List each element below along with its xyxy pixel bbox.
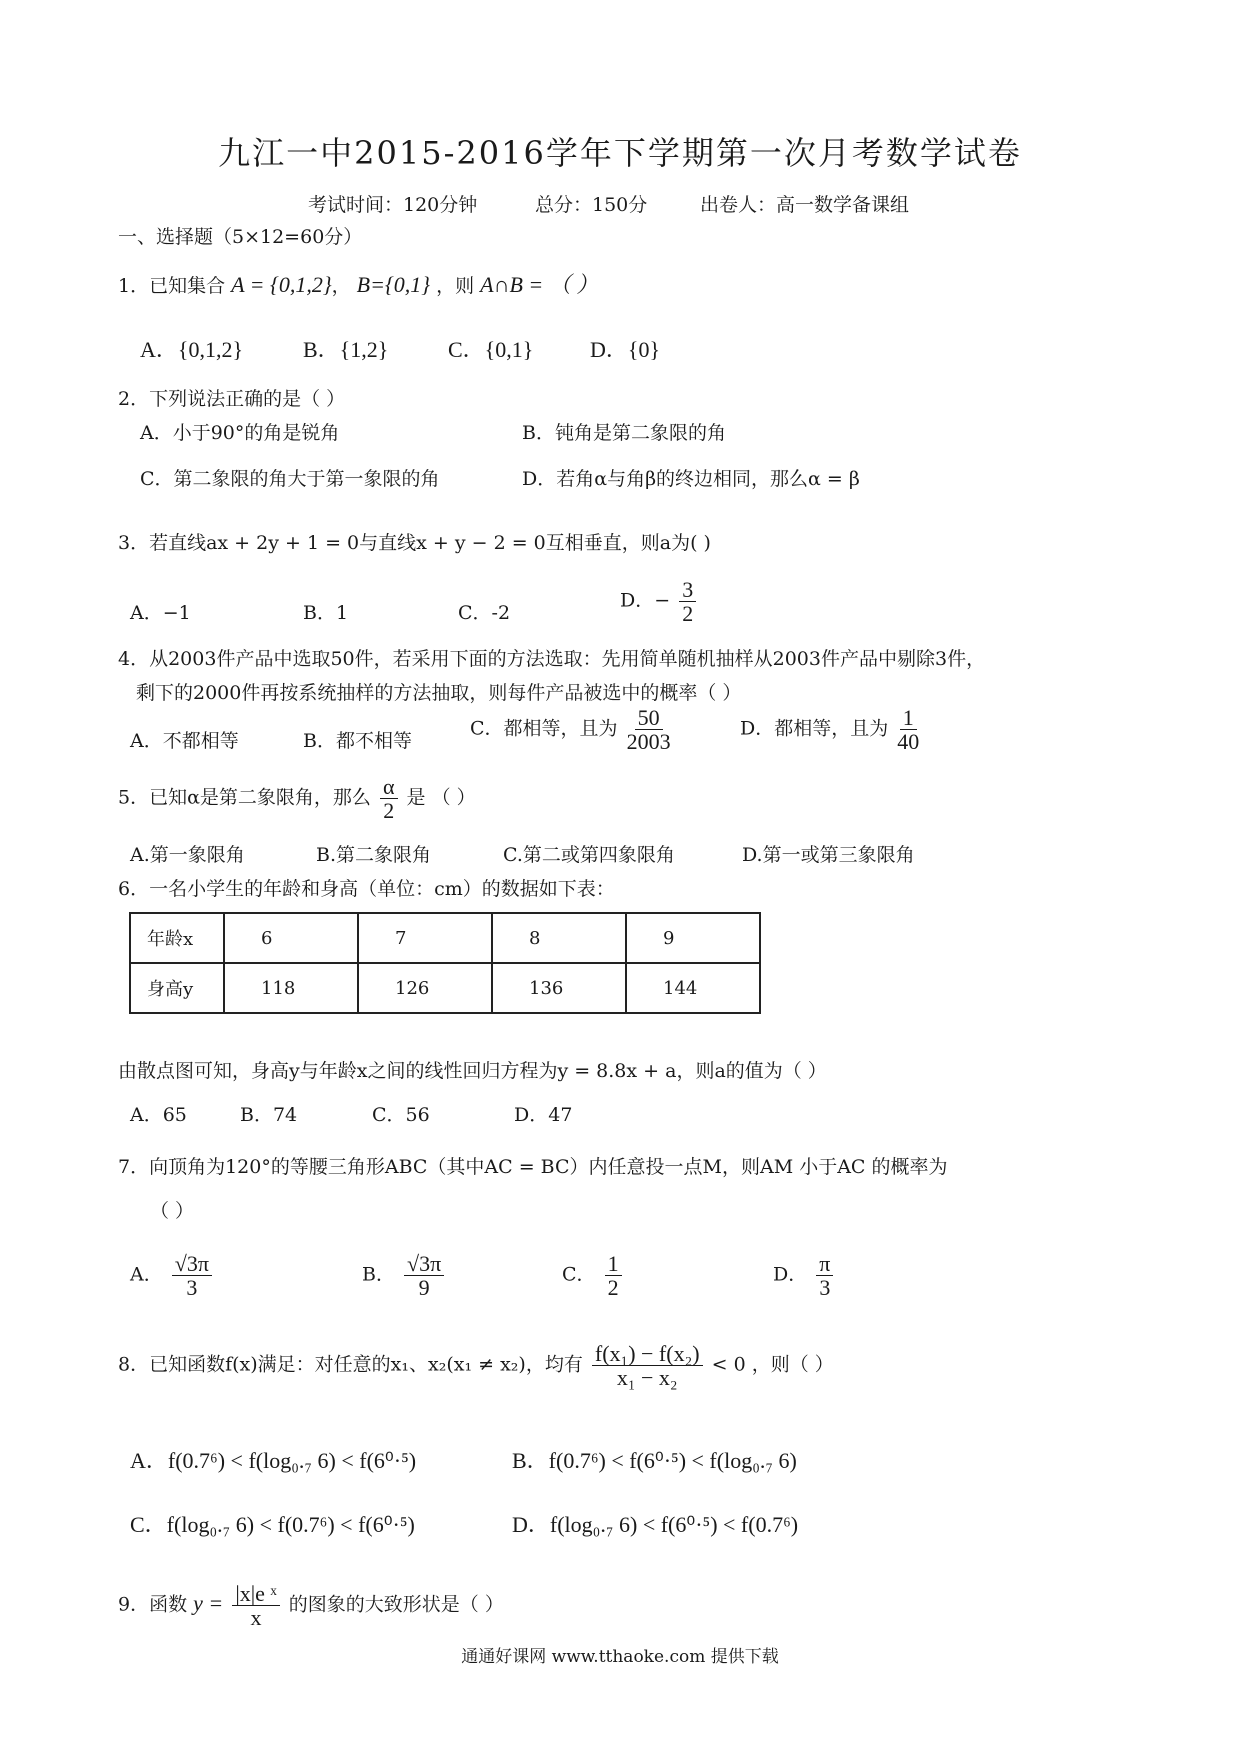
question-5-option-a: A.第一象限角 [130,844,245,866]
question-7-option-a [130,1252,215,1299]
question-1: 1．已知集合 A = {0,1,2}， B={0,1} ，则 A∩B = （ ） [118,272,599,297]
table-cell: 126 [358,963,492,1013]
question-4-option-b: B．都不相等 [303,730,412,752]
question-8-tail: < 0 ，则（ ） [711,1353,834,1376]
question-7-option-b-fraction [404,1252,444,1299]
question-6: 6．一名小学生的年龄和身高（单位：cm）的数据如下表： [118,878,615,900]
question-7-option-a-numerator: √3π [172,1252,212,1276]
question-7-option-a-label: A． [130,1263,163,1286]
exam-total-score: 总分：150分 [535,194,648,216]
question-7-option-b-label: B． [362,1263,395,1286]
question-5-numerator: α [380,775,398,799]
question-9-denominator: x [250,1605,262,1631]
question-9-fraction [232,1582,279,1629]
question-4-option-a: A．不都相等 [130,730,239,752]
question-5 [118,775,476,822]
question-8-option-b: B．f(0.7⁶) < f(6⁰·⁵) < f(log₀.₇ 6) [512,1448,797,1473]
question-8-option-a: A．f(0.7⁶) < f(log₀.₇ 6) < f(6⁰·⁵) [130,1448,417,1473]
question-3-option-d-numerator: 3 [679,578,696,602]
question-4-option-c-label: C．都相等，且为 [470,717,618,740]
question-2-option-c: C．第二象限的角大于第一象限的角 [140,468,440,490]
question-7-option-d [773,1252,836,1299]
question-7-paren: （ ） [150,1200,195,1222]
age-height-table [129,912,761,1014]
question-8-option-d: D．f(log₀.₇ 6) < f(6⁰·⁵) < f(0.7⁶) [512,1512,799,1537]
question-7-option-c-denominator: 2 [607,1275,619,1301]
question-8-fraction [592,1342,703,1389]
question-3: 3．若直线ax + 2y + 1 = 0与直线x + y − 2 = 0互相垂直，则a为( ) [118,532,711,554]
exam-time: 考试时间：120分钟 [308,194,478,216]
table-cell: 8 [492,913,626,963]
question-3-option-d-fraction [679,578,696,625]
question-2: 2．下列说法正确的是（ ） [118,388,346,410]
table-cell: 6 [224,913,358,963]
question-4-option-d [740,706,922,753]
question-6-regression: 由散点图可知，身高y与年龄x之间的线性回归方程为y = 8.8x + a，则a的值为（ ） [118,1060,827,1082]
question-3-option-a: A．−1 [130,602,191,624]
question-1-set-b: B={0,1} [356,272,431,297]
question-5-option-c: C.第二或第四象限角 [503,844,675,866]
question-4-option-c-numerator: 50 [635,706,663,730]
question-7-option-b [362,1252,447,1299]
question-2-option-b: B．钝角是第二象限的角 [522,422,726,444]
question-8-denominator: x₁ − x₂ [616,1365,678,1391]
question-1-set-a: A = {0,1,2} [231,272,332,297]
question-7-option-b-numerator: √3π [404,1252,444,1276]
table-cell: 136 [492,963,626,1013]
question-9-text: 9．函数 [118,1593,188,1616]
footer-source: 通通好课网 www.tthaoke.com 提供下载 [461,1647,779,1667]
question-1-option-b: B．{1,2} [303,337,389,362]
question-4-option-d-numerator: 1 [900,706,917,730]
table-cell: 7 [358,913,492,963]
question-7-option-a-denominator: 3 [186,1275,198,1301]
table-row [130,963,760,1013]
question-7: 7．向顶角为120°的等腰三角形ABC（其中AC = BC）内任意投一点M，则AM 小于AC 的概率为 [118,1156,948,1178]
question-8-option-c: C．f(log₀.₇ 6) < f(0.7⁶) < f(6⁰·⁵) [130,1512,415,1537]
section-heading: 一、选择题（5×12=60分） [118,226,363,248]
question-7-option-b-denominator: 9 [418,1275,430,1301]
table-cell: 144 [626,963,760,1013]
question-8-text: 8．已知函数f(x)满足：对任意的x₁、x₂(x₁ ≠ x₂)，均有 [118,1353,583,1376]
question-6-option-b: B．74 [240,1104,298,1126]
question-7-option-d-fraction [816,1252,833,1299]
question-7-option-c-numerator: 1 [605,1252,622,1276]
question-3-option-b: B．1 [303,602,349,624]
question-6-option-c: C．56 [372,1104,430,1126]
question-5-option-b: B.第二象限角 [316,844,432,866]
question-5-text: 5．已知α是第二象限角，那么 [118,786,371,809]
question-6-option-d: D．47 [514,1104,573,1126]
question-1-option-c: C．{0,1} [448,337,534,362]
question-1-option-d: D．{0} [590,337,661,362]
question-9-tail: 的图象的大致形状是（ ） [288,1593,504,1616]
question-4-option-c-denominator: 2003 [626,729,671,755]
question-9 [118,1582,504,1629]
exam-author: 出卷人：高一数学备课组 [700,194,910,216]
question-4-line-2: 剩下的2000件再按系统抽样的方法抽取，则每件产品被选中的概率（ ） [136,682,742,704]
question-7-option-c [562,1252,625,1299]
question-4-line-1: 4．从2003件产品中选取50件，若采用下面的方法选取：先用简单随机抽样从2003件产品中剔除3件， [118,648,986,670]
question-3-option-d-label: D．− [620,589,671,612]
question-5-tail: 是 （ ） [406,786,476,809]
table-cell: 年龄x [130,913,224,963]
table-row [130,913,760,963]
exam-title: 九江一中2015-2016学年下学期第一次月考数学试卷 [218,134,1022,172]
question-7-option-a-fraction [172,1252,212,1299]
question-7-option-d-denominator: 3 [819,1275,831,1301]
question-7-option-c-label: C． [562,1263,596,1286]
table-cell: 9 [626,913,760,963]
question-2-option-d: D．若角α与角β的终边相同，那么α = β [522,468,860,490]
question-4-option-d-fraction [897,706,919,753]
question-4-option-d-denominator: 40 [897,729,920,755]
question-5-denominator: 2 [383,798,395,824]
question-4-option-d-label: D．都相等，且为 [740,717,889,740]
question-1-text: 1．已知集合 [118,275,226,297]
question-9-lhs: y = [193,1590,224,1616]
question-7-option-d-label: D． [773,1263,808,1286]
question-5-option-d: D.第一或第三象限角 [742,844,915,866]
question-1-expr: A∩B = （ ） [480,272,599,297]
question-4-option-c-fraction [627,706,671,753]
question-4-option-c [470,706,674,753]
question-3-option-d-denominator: 2 [682,601,694,627]
question-2-option-a: A．小于90°的角是锐角 [140,422,340,444]
table-cell: 118 [224,963,358,1013]
table-cell: 身高y [130,963,224,1013]
question-3-option-d [620,578,699,625]
question-5-fraction [380,775,398,822]
question-8 [118,1342,834,1389]
question-7-option-c-fraction [605,1252,622,1299]
question-6-option-a: A．65 [130,1104,187,1126]
question-1-option-a: A．{0,1,2} [140,337,244,362]
question-7-option-d-numerator: π [816,1252,833,1276]
question-1-ask: ，则 [436,275,475,297]
question-9-numerator: |x|e ˣ [232,1582,279,1606]
question-3-option-c: C．-2 [458,602,511,624]
question-8-numerator: f(x₁) − f(x₂) [592,1342,703,1366]
